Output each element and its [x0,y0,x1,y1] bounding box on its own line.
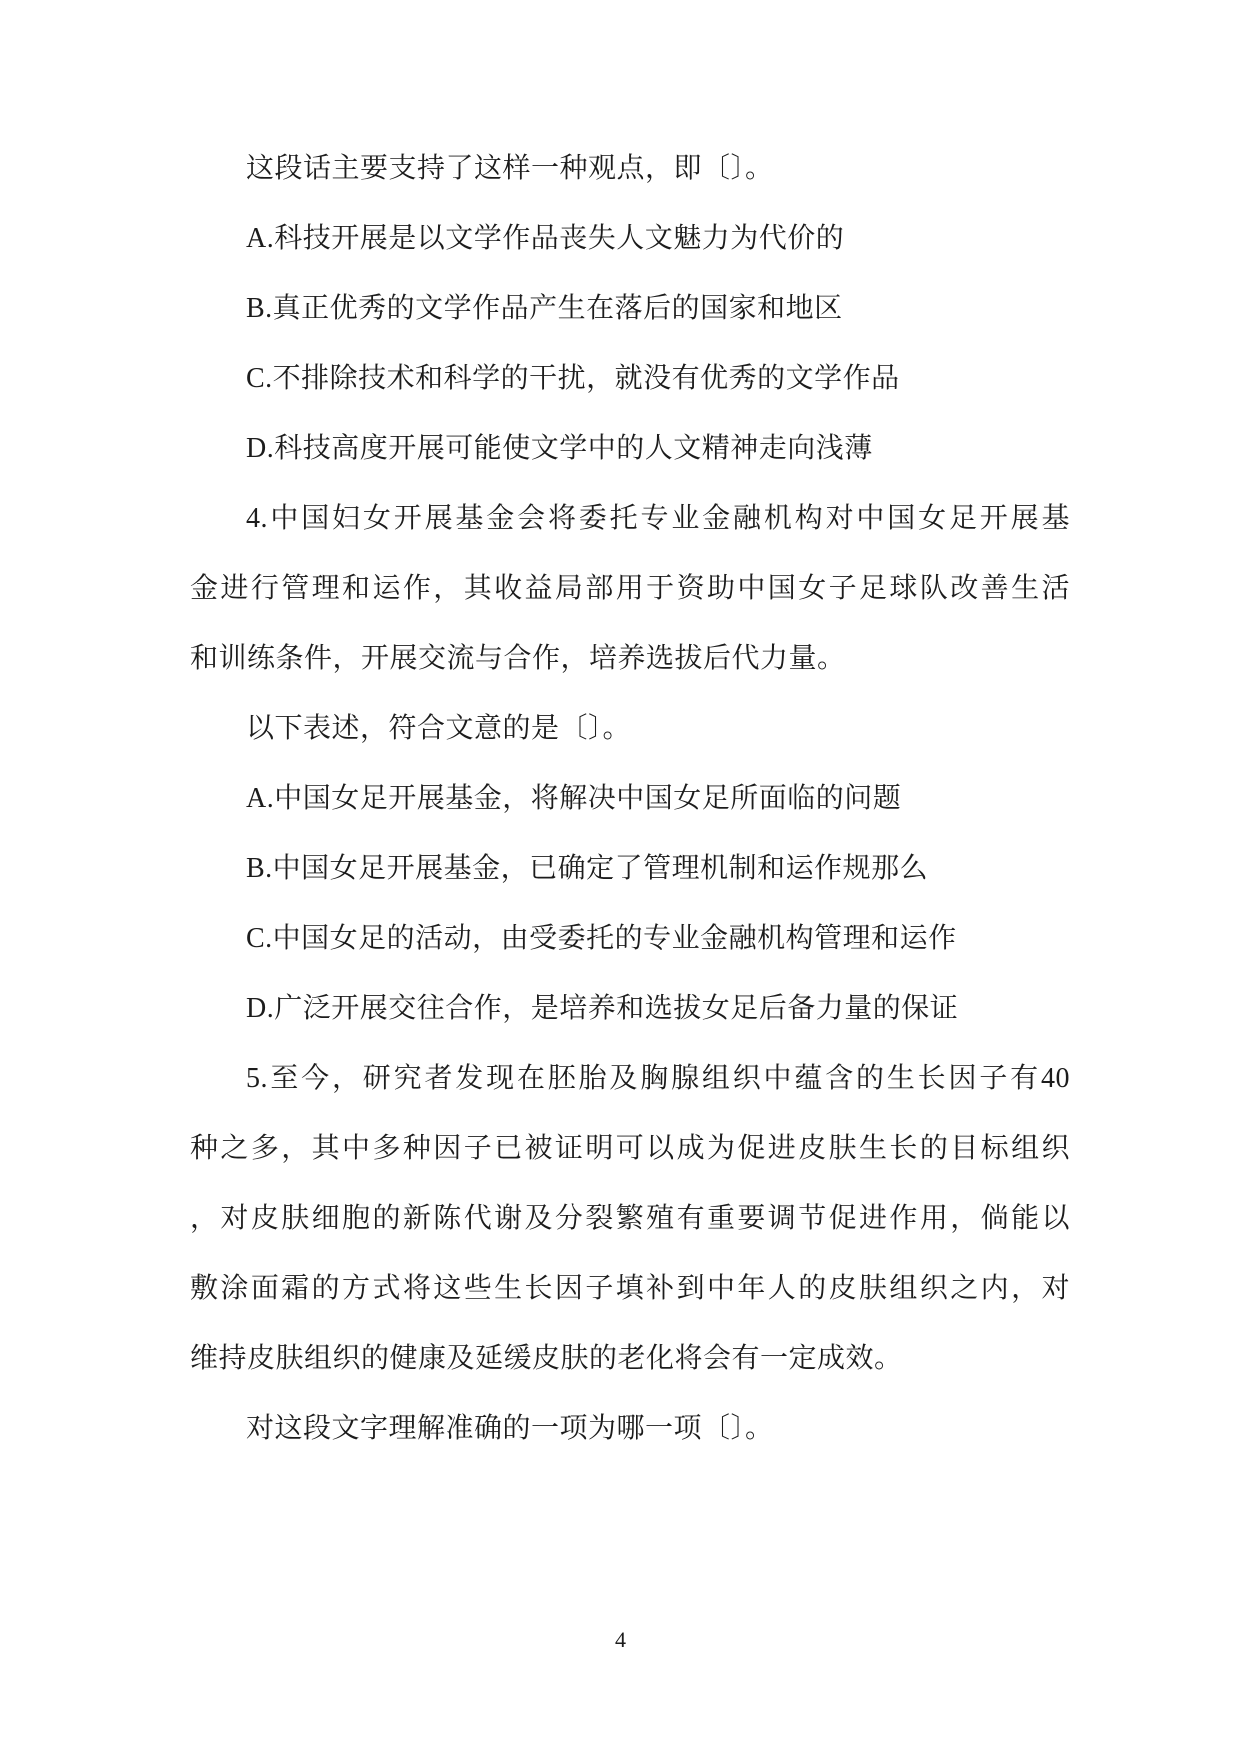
question-4-option-b: B.中国女足开展基金，已确定了管理机制和运作规那么 [246,853,929,884]
question-4-text-line-3: 和训练条件，开展交流与合作，培养选拔后代力量。 [190,643,846,674]
document-body [190,134,1070,1464]
question-3-option-a: A.科技开展是以文学作品丧失人文魅力为代价的 [246,223,845,254]
question-5-text-line-2: 种之多，其中多种因子已被证明可以成为促进皮肤生长的目标组织 [190,1133,1070,1164]
question-3-option-d: D.科技高度开展可能使文学中的人文精神走向浅薄 [246,433,873,464]
question-4-option-a: A.中国女足开展基金，将解决中国女足所面临的问题 [246,783,902,814]
question-4-option-d: D.广泛开展交往合作，是培养和选拔女足后备力量的保证 [246,993,959,1024]
question-5-text-line-5: 维持皮肤组织的健康及延缓皮肤的老化将会有一定成效。 [190,1343,903,1374]
question-5-text-line-1: 5.至今，研究者发现在胚胎及胸腺组织中蕴含的生长因子有40 [246,1063,1070,1094]
question-4-text-line-1: 4.中国妇女开展基金会将委托专业金融机构对中国女足开展基 [246,503,1070,534]
page-number: 4 [615,1627,626,1652]
question-4-text-line-2: 金进行管理和运作，其收益局部用于资助中国女子足球队改善生活 [190,573,1070,604]
question-5-stem: 对这段文字理解准确的一项为哪一项〔〕。 [246,1413,774,1444]
question-5-text-line-3: ，对皮肤细胞的新陈代谢及分裂繁殖有重要调节促进作用，倘能以 [190,1203,1070,1234]
question-3-option-b: B.真正优秀的文学作品产生在落后的国家和地区 [246,293,843,324]
question-3-option-c: C.不排除技术和科学的干扰，就没有优秀的文学作品 [246,363,900,394]
page-footer [0,1622,1241,1658]
question-5-text-line-4: 敷涂面霜的方式将这些生长因子填补到中年人的皮肤组织之内，对 [190,1273,1070,1304]
question-4-option-c: C.中国女足的活动，由受委托的专业金融机构管理和运作 [246,923,957,954]
question-4-stem: 以下表述，符合文意的是〔〕。 [246,713,632,744]
question-3-stem: 这段话主要支持了这样一种观点，即〔〕。 [246,153,774,184]
